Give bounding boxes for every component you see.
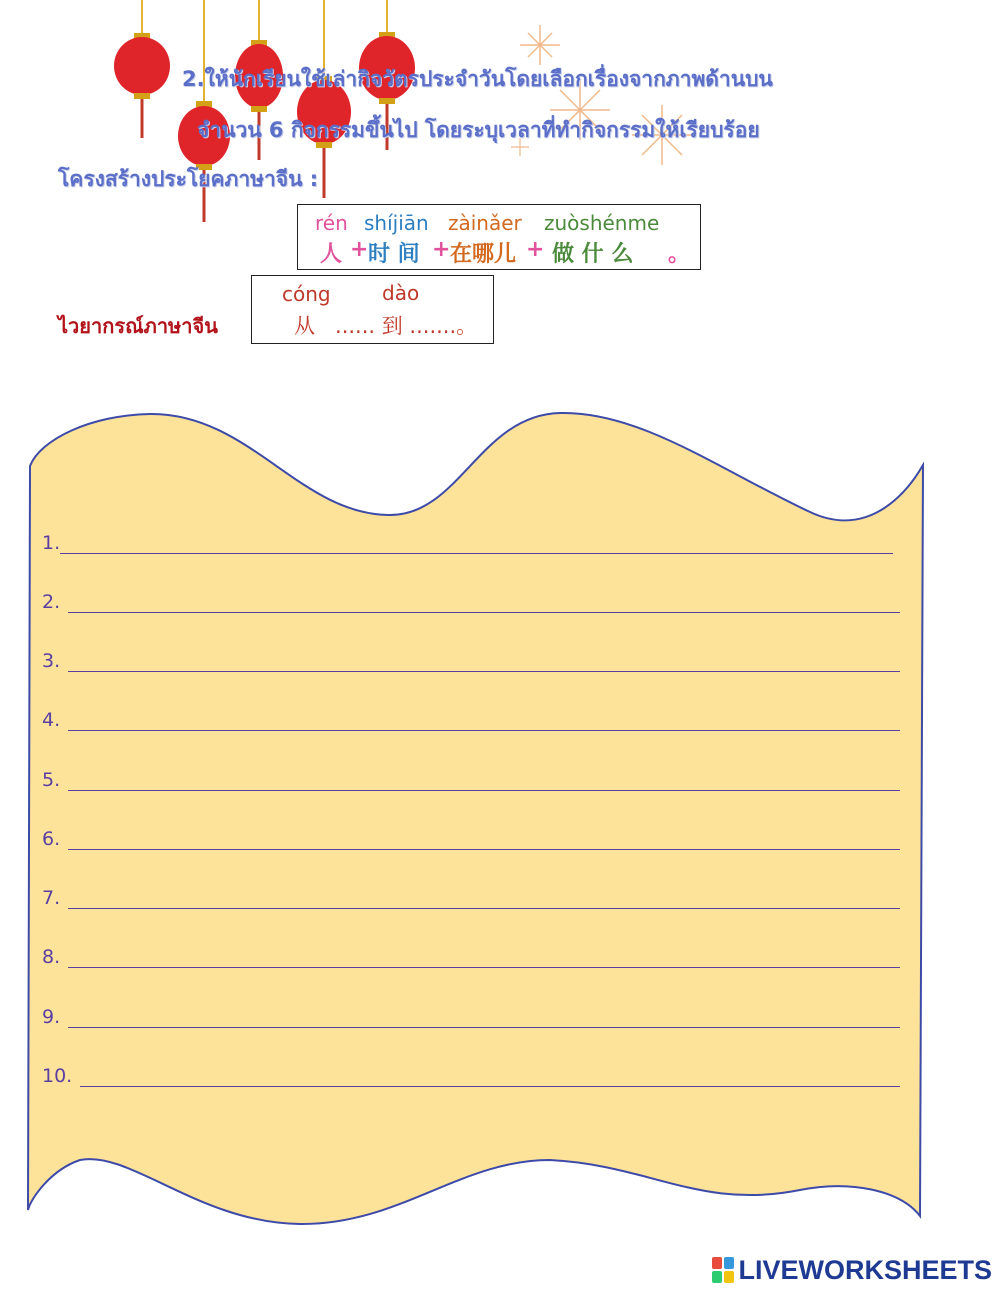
line-number: 9. (42, 1006, 61, 1028)
answer-line[interactable] (42, 705, 902, 735)
pinyin-ren: rén (315, 211, 348, 235)
answer-line[interactable] (42, 587, 902, 617)
plus-sign: + (432, 237, 451, 262)
answer-underline[interactable] (68, 967, 900, 968)
answer-line[interactable] (42, 765, 902, 795)
plus-sign: + (526, 237, 545, 262)
answer-line[interactable] (42, 942, 902, 972)
line-number: 1. (42, 532, 61, 554)
instruction-line-1: 2.ให้นักเรียนใช้เล่ากิจวัตรประจำวันโดยเลือกเรื่องจากภาพด้านบน (182, 67, 773, 91)
answer-underline[interactable] (68, 849, 900, 850)
grammar-label: ไวยากรณ์ภาษาจีน (58, 314, 218, 338)
full-stop: 。 (668, 242, 691, 267)
line-number: 7. (42, 887, 61, 909)
answer-line[interactable] (42, 646, 902, 676)
answer-line[interactable] (42, 528, 902, 558)
answer-underline[interactable] (68, 908, 900, 909)
answer-line[interactable] (42, 883, 902, 913)
hanzi-ren: 人 (320, 242, 343, 267)
grammar-pattern-box (251, 275, 494, 344)
hanzi-zuoshenme: 做 什 么 (552, 242, 634, 267)
hanzi-zainaer: 在哪儿 (450, 242, 517, 267)
lantern-icon (114, 0, 170, 138)
answer-underline[interactable] (68, 671, 900, 672)
line-number: 8. (42, 946, 61, 968)
plus-sign: + (350, 237, 369, 262)
line-number: 5. (42, 769, 61, 791)
answer-underline[interactable] (68, 790, 900, 791)
liveworksheets-logo (712, 1253, 992, 1287)
answer-line[interactable] (42, 824, 902, 854)
answer-underline[interactable] (68, 1027, 900, 1028)
answer-underline[interactable] (68, 612, 900, 613)
pinyin-cong: cóng (282, 282, 331, 306)
answer-line[interactable] (42, 1061, 902, 1091)
line-number: 3. (42, 650, 61, 672)
line-number: 6. (42, 828, 61, 850)
answer-paper (0, 400, 1000, 1230)
line-number: 4. (42, 709, 61, 731)
hanzi-shijian: 时 间 (368, 242, 420, 267)
pinyin-dao: dào (382, 281, 420, 305)
instruction-line-2: จำนวน 6 กิจกรรมขึ้นไป โดยระบุเวลาที่ทำกิจกรรมให้เรียบร้อย (197, 118, 760, 142)
liveworksheets-icon (712, 1257, 734, 1283)
line-number: 2. (42, 591, 61, 613)
brand-text: LIVEWORKSHEETS (738, 1254, 992, 1285)
answer-underline[interactable] (60, 553, 893, 554)
sentence-structure-label: โครงสร้างประโยคภาษาจีน : (58, 167, 319, 191)
answer-line[interactable] (42, 1002, 902, 1032)
answer-underline[interactable] (80, 1086, 900, 1087)
sparkle-icon (520, 25, 560, 65)
line-number: 10. (42, 1065, 73, 1087)
pinyin-shijian: shíjiān (364, 211, 429, 235)
sentence-formula-box (297, 204, 701, 270)
pinyin-zuoshenme: zuòshénme (544, 211, 660, 235)
answer-underline[interactable] (68, 730, 900, 731)
grammar-pattern: 从 ...... 到 .......。 (294, 314, 478, 338)
pinyin-zainaer: zàinǎer (448, 211, 522, 235)
